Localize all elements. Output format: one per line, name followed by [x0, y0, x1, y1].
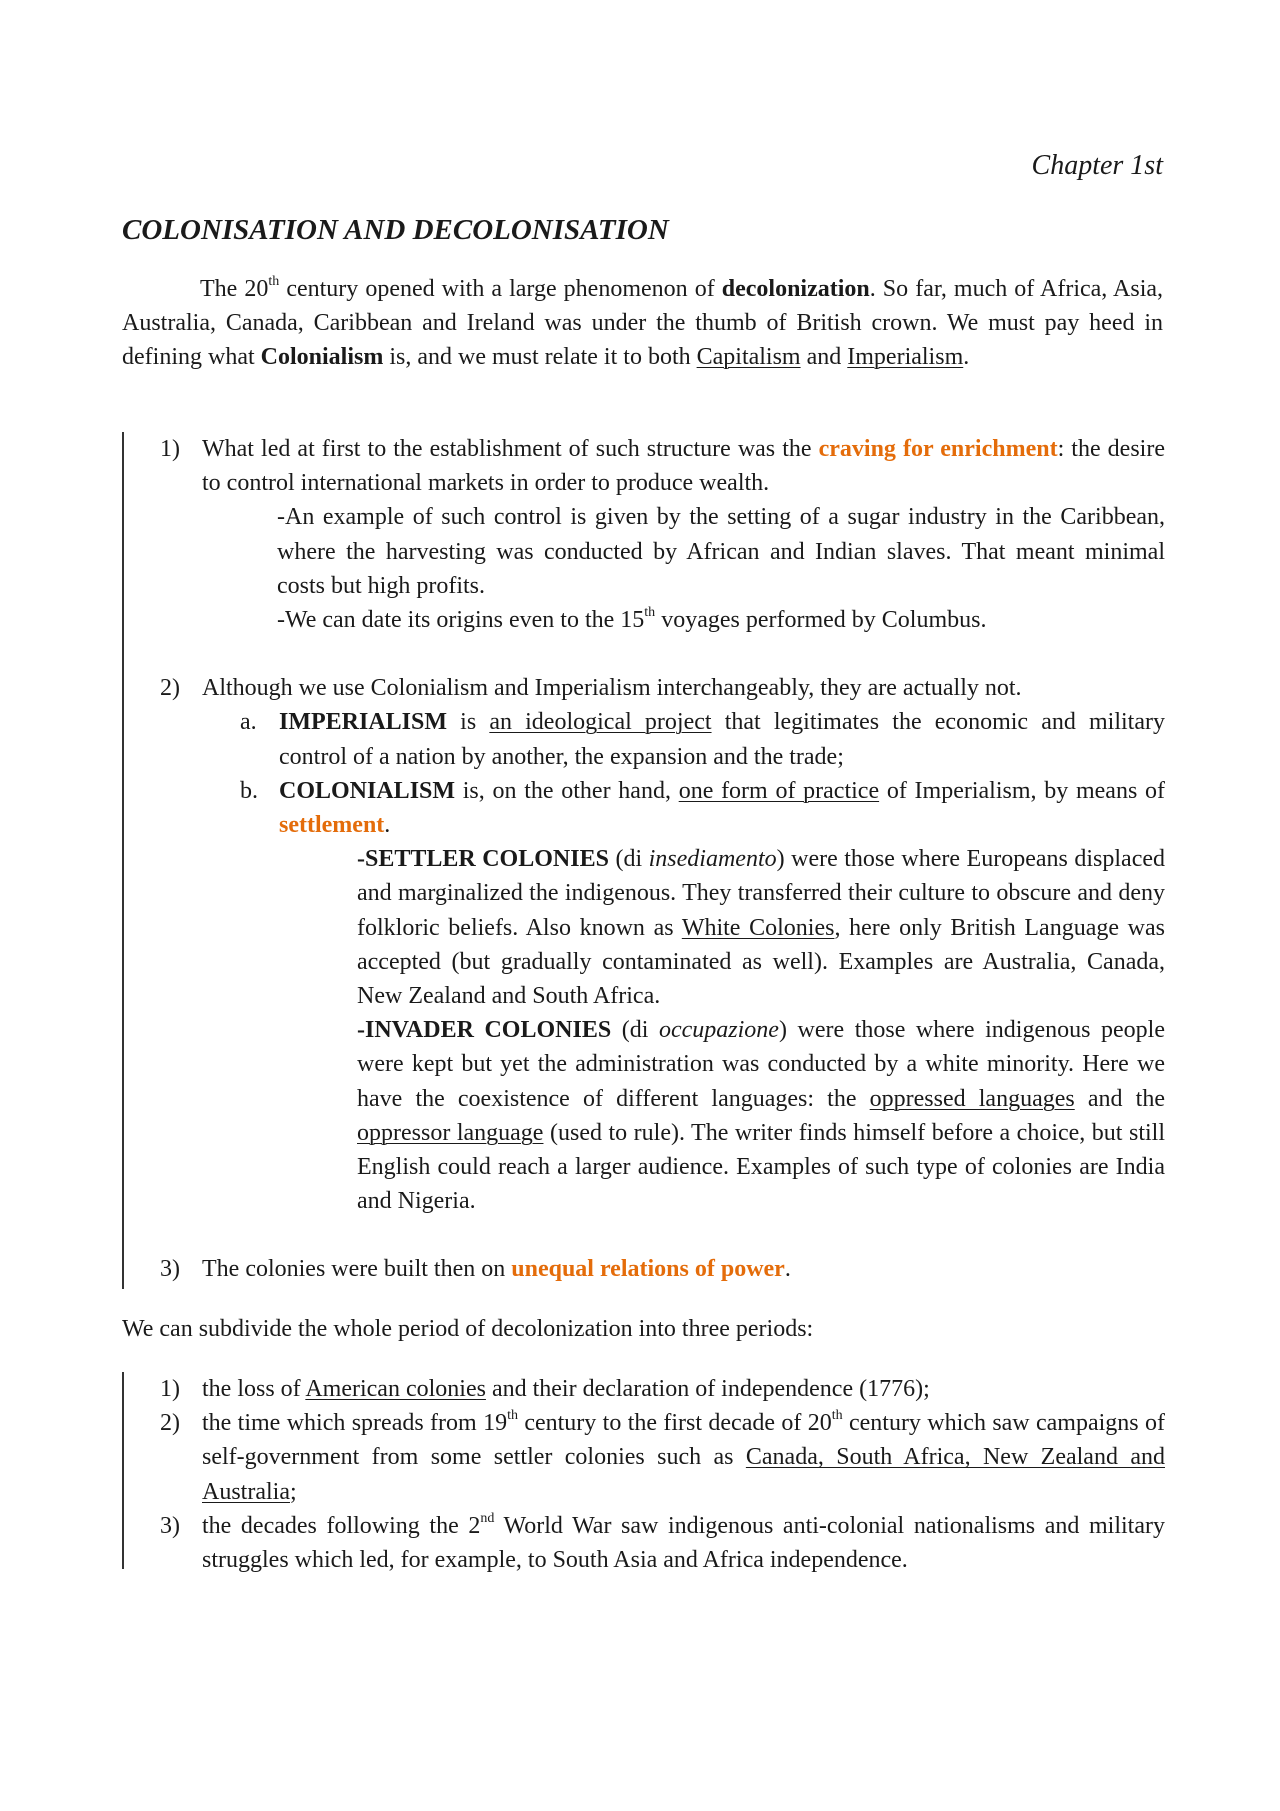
numbered-list-main [122, 432, 1165, 1289]
chapter-label: Chapter 1st [1031, 150, 1163, 181]
list-item: 2) Although we use Colonialism and Imperialism interchangeably, they are actually not. [160, 675, 1022, 702]
sub-paragraph: -An example of such control is given by the setting of a sugar industry in the Caribbean, where the harvesting was conducted by African and Indian slaves. That meant minimal costs but high profits. -We can date its origins even to the 15th voyages performed by Columbus. [277, 504, 1165, 634]
page-title: COLONISATION AND DECOLONISATION [122, 214, 669, 246]
sub-list-item: b. COLONIALISM is, on the other hand, one form of practice of Imperialism, by means of settlement. [240, 777, 1166, 839]
sub-list-item: a. IMPERIALISM is an ideological project that legitimates the economic and military control of a nation by another, the expansion and the trade; [240, 709, 1165, 770]
list-item: 3) the decades following the 2nd World War saw indigenous anti-colonial nationalisms and military struggles which led, for example, to South Asia and Africa independence. [160, 1510, 1165, 1574]
sub-paragraph: -SETTLER COLONIES (di insediamento) were those where Europeans displaced and marginalized the indigenous. They transferred their culture to obscure and deny folkloric beliefs. Also known as White Colonies, here only British Language was accepted (but gradually contaminated as well). Examples are Australia, Canada, New Zealand and South Africa. -INVADER COLONIES (di occupazione) were those where indigenous people were kept but yet the administration was conducted by a white minority. Here we have the coexistence of different languages: the oppressed languages and the oppressor language (used to rule). The writer finds himself before a choice, but still English could reach a larger audience. Examples of such type of colonies are India and Nigeria. [357, 846, 1166, 1215]
intro-paragraph: The 20th century opened with a large phenomenon of decolonization. So far, much of Africa, Asia, Australia, Canada, Caribbean and Ireland was under the thumb of British crown. We must pay heed in defining what Colonialism is, and we must relate it to both Capitalism and Imperialism. [122, 274, 1164, 371]
list-item: 2) the time which spreads from 19th century to the first decade of 20th century which saw campaigns of self-government from some settler colonies such as Canada, South Africa, New Zealand and Australia; [160, 1408, 1165, 1505]
numbered-list-periods [122, 1372, 1165, 1574]
subdivide-paragraph: We can subdivide the whole period of decolonization into three periods: [122, 1316, 814, 1342]
list-item: 1) What led at first to the establishment of such structure was the craving for enrichment: the desire to control international markets in order to produce wealth. [160, 436, 1165, 497]
list-item: 3) The colonies were built then on unequal relations of power. [160, 1256, 791, 1283]
list-item: 1) the loss of American colonies and their declaration of independence (1776); [160, 1376, 930, 1402]
